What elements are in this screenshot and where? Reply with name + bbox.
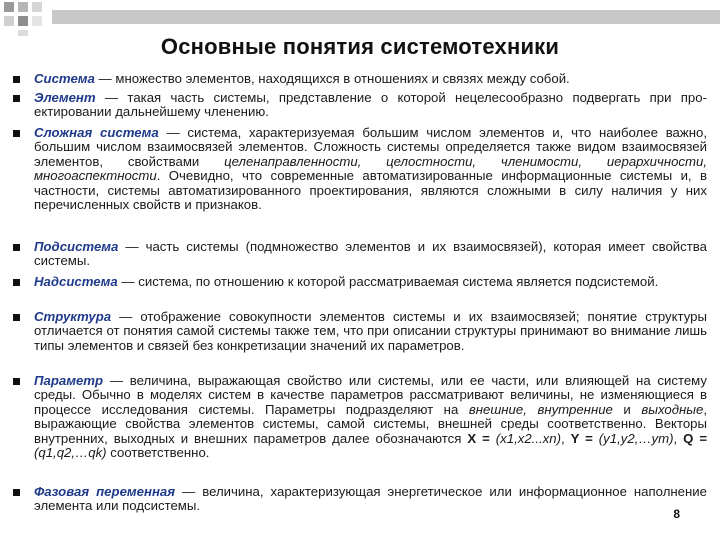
separator: , <box>673 430 684 446</box>
bullet-icon <box>13 279 20 286</box>
param-type-emphasis: выходные <box>641 401 704 417</box>
page-title: Основные понятия системотехники <box>160 34 560 59</box>
definition: — система, по отношению к которой рассматриваемая система является подсистемой. <box>117 274 659 289</box>
term: Сложная система <box>34 125 159 140</box>
definition: — величина, характеризующая энергетическое или информационное наполнение элемента или подсистемы. <box>34 484 707 514</box>
deco-square <box>18 16 28 26</box>
definition-cont: . Очевидно, что современные автоматизированные информационные системы и, в частности, системы автоматизированного проектирования, являются сложными в силу наличия у них перечисленных свойств и признаков. <box>34 168 707 213</box>
bullet-icon <box>13 95 20 102</box>
separator: , <box>560 430 571 446</box>
term: Структура <box>34 309 112 324</box>
bullet-icon <box>13 76 20 83</box>
deco-square <box>4 2 14 12</box>
vector-q-label: Q <box>683 430 694 446</box>
vector-x-value: (x1,x2...xn) <box>495 430 561 446</box>
item-text <box>34 275 707 289</box>
vector-x-eq: = <box>476 430 496 446</box>
page-number: 8 <box>673 507 680 521</box>
item-text <box>34 374 707 460</box>
term: Элемент <box>34 90 96 105</box>
vector-y-value: (y1,y2,…ym) <box>598 430 674 446</box>
item-text <box>34 485 707 514</box>
deco-square <box>32 16 42 26</box>
bullet-icon <box>13 244 20 251</box>
definition-end: соответственно. <box>106 445 210 461</box>
vector-q-value: (q1,q2,…qk) <box>34 445 107 461</box>
term: Система <box>34 71 95 86</box>
item-text <box>34 91 707 120</box>
term: Параметр <box>34 373 104 388</box>
item-text <box>34 240 707 269</box>
vector-y-eq: = <box>579 430 599 446</box>
definition: — такая часть системы, представление о которой нецелесообразно подвергать при про-ектировании дальнейшему членению. <box>34 90 707 120</box>
vector-x-label: X <box>467 430 477 446</box>
definition-cont: , выражающие свойства элементов системы, самой системы, внешней среды соответственно. Векторы внутренних, выходных и внешних параметров далее обозначаются <box>34 401 707 446</box>
vector-q-eq: = <box>693 430 708 446</box>
bullet-icon <box>13 130 20 137</box>
deco-square <box>4 16 14 26</box>
item-text <box>34 72 707 86</box>
item-text <box>34 126 707 212</box>
header-decoration <box>0 0 720 36</box>
definition-and: и <box>612 401 642 417</box>
term: Подсистема <box>34 239 119 254</box>
definition: — часть системы (подмножество элементов и их взаимосвязей), которая имеет свойства системы. <box>34 239 707 269</box>
definition: — отображение совокупности элементов системы и их взаимосвязей; понятие структуры отличается от понятия самой системы также тем, что при описании структуры принимают во внимание лишь типы элементов и связей без конкретизации значений их параметров. <box>34 309 707 353</box>
properties-emphasis: целенаправленности, целостности, членимости, иерархичности, многоаспектности <box>34 153 707 184</box>
deco-square <box>18 2 28 12</box>
term: Фазовая переменная <box>34 484 176 499</box>
definition: — величина, выражающая свойство или системы, или ее части, или влияющей на систему среды. Обычно в моделях систем в качестве параметров рассматривают величины, не изменяющиеся в процессе исследования системы. Параметры подразделяют на <box>34 373 707 417</box>
vector-y-label: Y <box>570 430 580 446</box>
item-text <box>34 310 707 353</box>
deco-square <box>32 2 42 12</box>
bullet-icon <box>13 314 20 321</box>
deco-bar <box>52 10 720 24</box>
definition: — множество элементов, находящихся в отношениях и связях между собой. <box>94 71 570 86</box>
param-type-emphasis: внешние, внутренние <box>468 401 613 417</box>
term: Надсистема <box>34 274 118 289</box>
bullet-icon <box>13 489 20 496</box>
definition: — система, характеризуемая большим числом элементов и, что наиболее важно, большим числом взаимосвязей элементов. Сложность системы определяется также видом взаимосвязей элементов, свойствами <box>34 125 707 169</box>
bullet-icon <box>13 378 20 385</box>
